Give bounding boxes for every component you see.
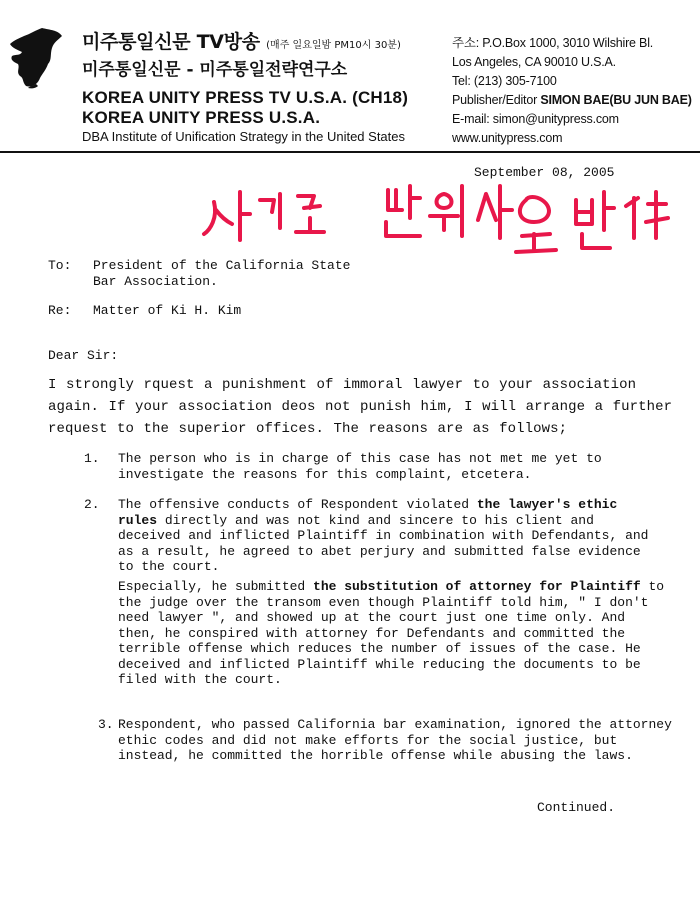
recipient-line-2: Bar Association. <box>93 274 218 289</box>
continued-note: Continued. <box>537 800 616 815</box>
publisher-line: Publisher/Editor SIMON BAE(BU JUN BAE) <box>452 93 692 107</box>
email-line: E-mail: simon@unitypress.com <box>452 112 619 126</box>
item-2-text: The offensive conducts of Respondent violated the lawyer's ethic rules directly and was not kind and sincere to his client and deceived and inflicted Plaintiff in combination with Defendants, and as a result, he agreed to abet perjury and submitted false evidence to the court. <box>118 497 649 574</box>
website-line: www.unitypress.com <box>452 131 563 145</box>
broadcast-time-note: (매주 일요일밤 PM10시 30분) <box>266 40 401 51</box>
korea-map-logo-icon <box>6 26 64 90</box>
dba-line: DBA Institute of Unification Strategy in the United States <box>82 129 406 144</box>
publisher-name: SIMON BAE(BU JUN BAE) <box>540 93 692 107</box>
korean-title: 미주통일신문 TV방송 (매주 일요일밤 PM10시 30분) <box>82 31 401 53</box>
letterhead-contact <box>452 34 697 148</box>
letterhead-divider <box>0 151 700 153</box>
item-2-number: 2. <box>84 497 100 512</box>
item-3-text: Respondent, who passed California bar examination, ignored the attorney ethic codes and did not make efforts for the social justice, but instead, he committed the horrible offense while abusing the laws. <box>118 717 672 763</box>
to-label: To: <box>48 258 72 273</box>
item-1-number: 1. <box>84 451 100 466</box>
item-2b-emphasis: the substitution of attorney for Plaintiff <box>313 579 641 594</box>
english-title: KOREA UNITY PRESS TV U.S.A. (CH18) <box>82 88 409 107</box>
recipient <box>93 258 350 290</box>
recipient-line-1: President of the California State <box>93 258 351 273</box>
item-2-emphasis: the lawyer's ethic rules <box>118 497 618 528</box>
salutation: Dear Sir: <box>48 348 119 363</box>
handwritten-annotation <box>200 178 670 268</box>
telephone: Tel: (213) 305-7100 <box>452 74 557 88</box>
intro-paragraph: I strongly rquest a punishment of immoral lawyer to your association again. If your association deos not punish him, I will arrange a further request to the superior offices. The reasons are as follows; <box>48 377 673 437</box>
item-1-text: The person who is in charge of this case has not met me yet to investigate the reasons for this complaint, etcetera. <box>118 451 602 482</box>
english-subtitle: KOREA UNITY PRESS U.S.A. <box>82 108 321 127</box>
address-line-2: Los Angeles, CA 90010 U.S.A. <box>452 55 616 69</box>
item-3-number: 3. <box>98 717 114 732</box>
address-line-1: 주소: P.O.Box 1000, 3010 Wilshire Bl. <box>452 36 654 50</box>
korean-subtitle: 미주통일신문 - 미주통일전략연구소 <box>82 60 348 80</box>
item-2-continuation: Especially, he submitted the substitution of attorney for Plaintiff to the judge over the transom even though Plaintiff told him, " I don't need lawyer ", and showed up at the court just one time only. And then, he conspired with attorney for Defendants and committed the terrible offense which reduces the number of issues of the case. He deceived and inflicted Plaintiff while reducing the documents to be filed with the court. <box>118 579 665 687</box>
letterhead-left <box>82 30 442 146</box>
subject: Matter of Ki H. Kim <box>93 303 242 318</box>
letter-date: September 08, 2005 <box>474 165 615 180</box>
re-label: Re: <box>48 303 72 318</box>
